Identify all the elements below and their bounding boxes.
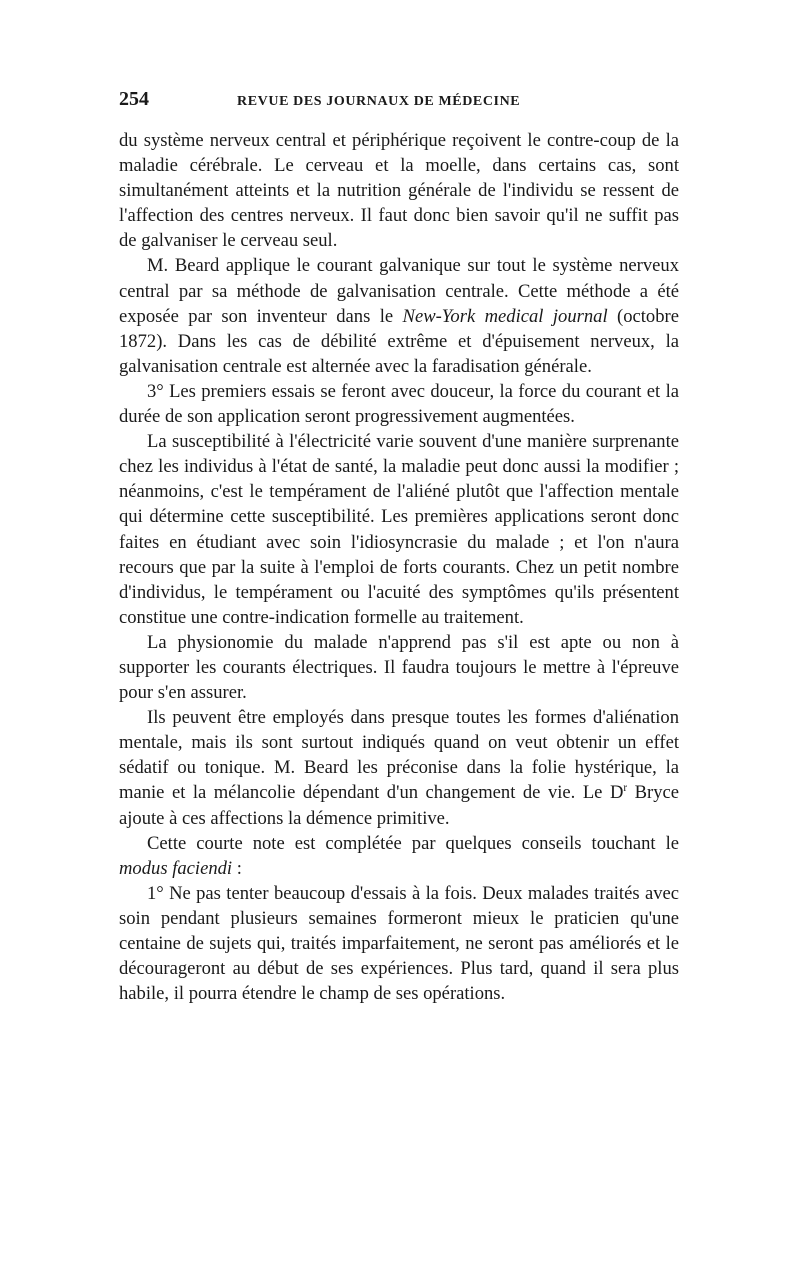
paragraph-susceptibility: La susceptibilité à l'électricité varie souvent d'une manière surprenante chez les individus à l'état de santé, la maladie peut donc aussi la modifier ; néanmoins, c'est le tempérament de l'aliéné plutôt que l'affection mentale qui détermine cette susceptibilité. Les premières applications seront donc faites en étudiant avec soin l'idiosyncrasie du malade ; et l'on n'aura recours que par la suite à l'emploi de forts courants. Chez un petit nombre d'individus, le tempérament ou l'acuité des symptômes qu'ils présentent constitue une contre-indication formelle au traitement. (119, 431, 679, 628)
paragraph-text: M. Beard applique le courant galvanique sur tout le système nerveux central par sa méthode de galvanisation centrale. Cette méthode a été exposée par son inventeur dans le (119, 255, 679, 327)
paragraph-continuation: du système nerveux central et périphérique reçoivent le contre-coup de la maladie cérébrale. Le cerveau et la moelle, dans certains cas, sont simultanément atteints et la nutrition générale de l'individu se ressent de l'affection des centres nerveux. Il faut donc bien savoir qu'il ne suffit pas de galvaniser le cerveau seul. (119, 130, 679, 252)
paragraph-physiognomy: La physionomie du malade n'apprend pas s'il est apte ou non à supporter les courants électriques. Il faudra toujours le mettre à l'épreuve pour s'en assurer. (119, 631, 679, 704)
paragraph-note (119, 831, 679, 881)
paragraph-text: Cette courte note est complétée par quelques conseils touchant le (147, 832, 679, 854)
paragraph-text: Bryce ajoute à ces affections la démence primitive. (119, 782, 680, 829)
paragraph-text: Ils peuvent être employés dans presque toutes les formes d'aliénation mentale, mais ils sont surtout indiqués quand on veut obtenir un effet sédatif ou tonique. M. Beard les préconise dans la folie hystérique, la manie et la mélancolie dépendant d'un changement de vie. Le D (119, 707, 679, 804)
paragraph-advice-one: 1° Ne pas tenter beaucoup d'essais à la fois. Deux malades traités avec soin pendant plusieurs semaines formeront mieux le praticien qu'une centaine de sujets qui, traités imparfaitement, ne seront pas améliorés et le décourageront au début de ses expériences. Plus tard, quand il sera plus habile, il pourra étendre le champ de ses opérations. (119, 882, 679, 1005)
latin-phrase: modus faciendi (119, 857, 233, 879)
running-head (119, 88, 679, 128)
paragraph-first-trials: 3° Les premiers essais se feront avec douceur, la force du courant et la durée de son application seront progressivement augmentées. (119, 380, 679, 428)
superscript: r (623, 782, 628, 795)
paragraph-text: : (232, 857, 242, 879)
paragraph-text: (octobre 1872). Dans les cas de débilité extrême et d'épuisement nerveux, la galvanisation centrale est alternée avec la faradisation générale. (119, 305, 679, 377)
running-title: REVUE DES JOURNAUX DE MÉDECINE (237, 94, 521, 109)
body-text (119, 128, 679, 1006)
book-page (119, 88, 679, 1006)
journal-title: New-York medical journal (402, 305, 608, 327)
paragraph-indications (119, 705, 679, 830)
paragraph-beard-method (119, 253, 679, 378)
page-number: 254 (119, 88, 149, 110)
